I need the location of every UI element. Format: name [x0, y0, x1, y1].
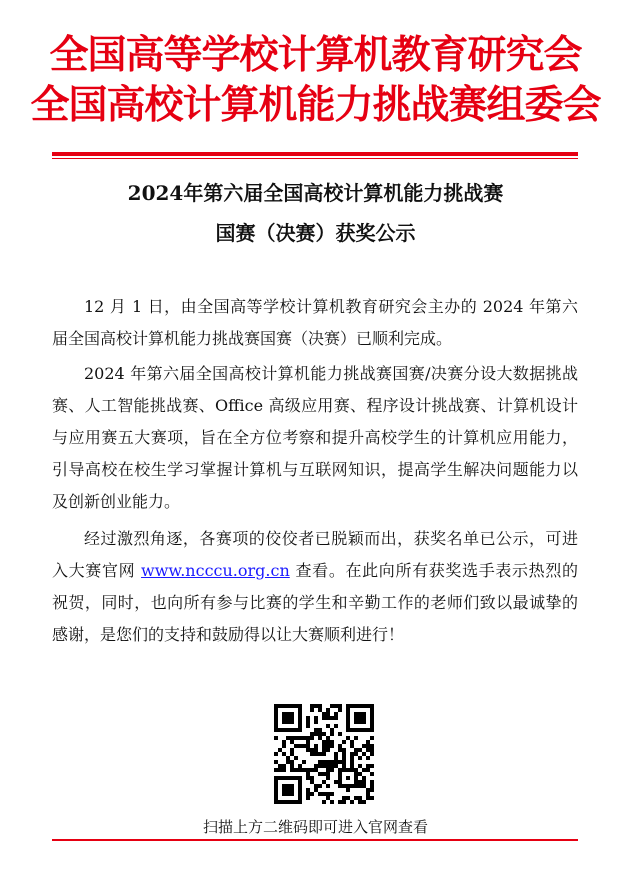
website-link[interactable]: www.ncccu.org.cn	[141, 561, 290, 580]
paragraph-2: 2024 年第六届全国高校计算机能力挑战赛国赛/决赛分设大数据挑战赛、人工智能挑战赛、Office 高级应用赛、程序设计挑战赛、计算机设计与应用赛五大赛项，旨在全方位考察和提升高校学生的计算机应用能力，引导高校在校生学习掌握计算机与互联网知识，提高学生解决问题能力以及创新创业能力。	[52, 364, 578, 511]
org-name-2: 全国高校计算机能力挑战赛组委会	[30, 82, 601, 128]
header-divider-thick	[52, 152, 578, 156]
paragraph-3-text-a: 经过激烈角逐，各赛项的佼佼者已脱颖而出，获奖名单已公示，可进入大赛官网	[52, 529, 578, 580]
qr-caption: 扫描上方二维码即可进入官网查看	[202, 818, 428, 836]
org-name-1: 全国高等学校计算机教育研究会	[49, 32, 582, 78]
qr-code-icon	[274, 704, 374, 804]
paragraph-3	[52, 523, 578, 651]
paragraph-1: 12 月 1 日，由全国高等学校计算机教育研究会主办的 2024 年第六届全国高校计算机能力挑战赛国赛（决赛）已顺利完成。	[52, 297, 578, 348]
header-divider-thin	[52, 158, 578, 159]
notice-title-line2: 国赛（决赛）获奖公示	[215, 221, 416, 245]
footer-divider	[52, 839, 578, 841]
paragraph-3-text-b: 查看。在此向所有获奖选手表示热烈的祝贺，同时，也向所有参与比赛的学生和辛勤工作的老师们致以最诚挚的感谢，是您们的支持和鼓励得以让大赛顺利进行！	[52, 561, 578, 644]
notice-title-line1: 2024年第六届全国高校计算机能力挑战赛	[127, 181, 504, 205]
